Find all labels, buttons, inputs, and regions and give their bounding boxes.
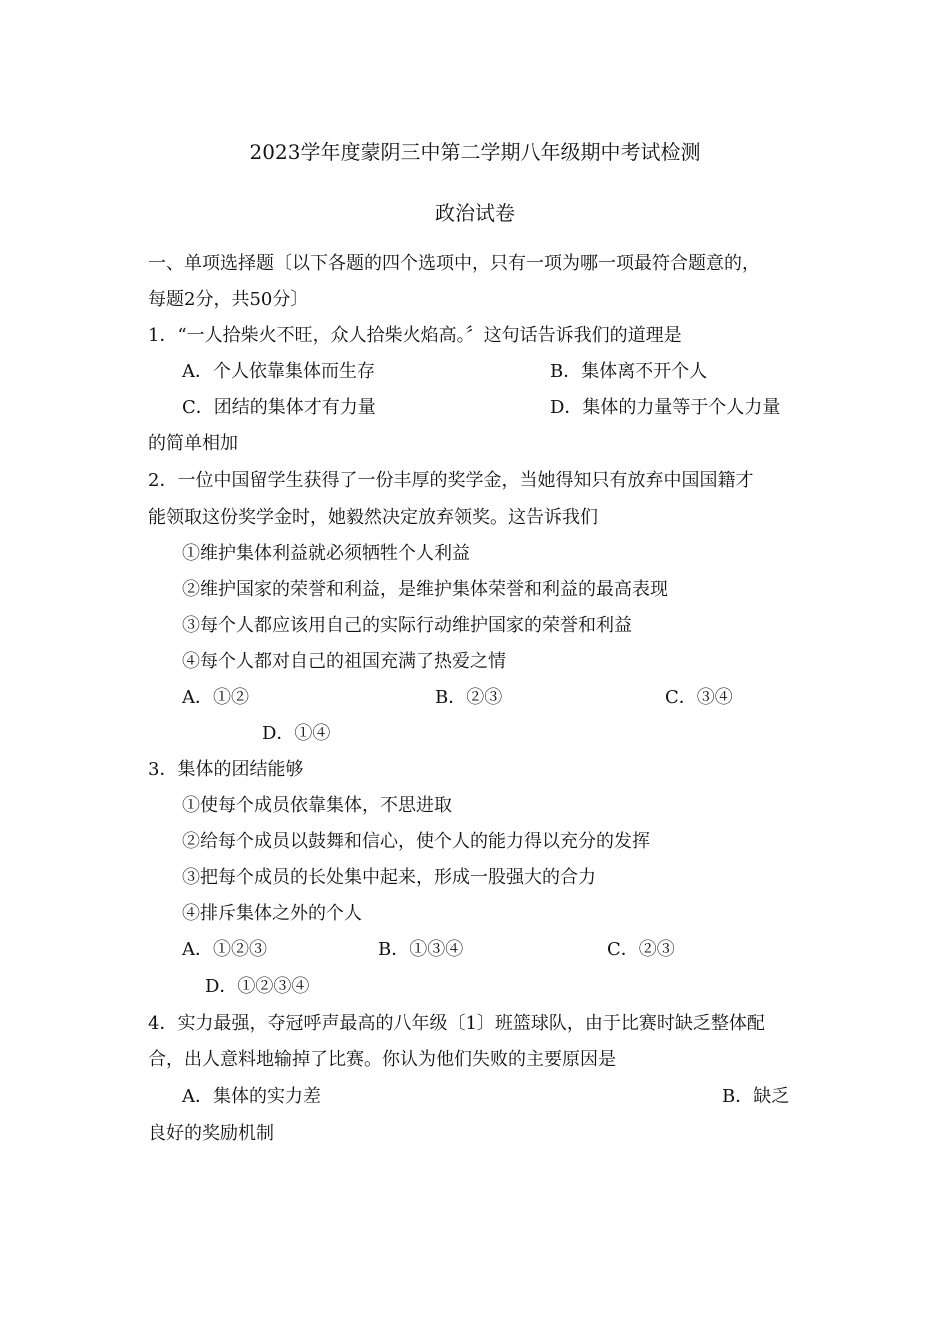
q2-option-b: B．②③: [435, 687, 503, 708]
q1-option-b: B．集体离不开个人: [550, 361, 708, 382]
section-heading: 一、单项选择题〔以下各题的四个选项中，只有一项为哪一项最符合题意的，: [148, 253, 760, 274]
q2-option-c: C．③④: [665, 687, 733, 708]
q4-option-b-cont: 良好的奖励机制: [148, 1123, 274, 1144]
q2-option-a: A．①②: [182, 687, 249, 708]
q3-statement-2: ②给每个成员以鼓舞和信心，使个人的能力得以充分的发挥: [182, 831, 650, 852]
q4-option-a: A．集体的实力差: [182, 1086, 321, 1107]
q3-stem: 3．集体的团结能够: [148, 759, 304, 780]
q2-statement-4: ④每个人都对自己的祖国充满了热爱之情: [182, 651, 506, 672]
q1-stem: 1．“一人拾柴火不旺，众人拾柴火焰高。〞这句话告诉我们的道理是: [148, 325, 682, 346]
q1-option-a: A．个人依靠集体而生存: [182, 361, 375, 382]
q3-statement-3: ③把每个成员的长处集中起来，形成一股强大的合力: [182, 867, 596, 888]
exam-title: 2023学年度蒙阴三中第二学期八年级期中考试检测: [249, 140, 701, 164]
q4-stem: 4．实力最强，夺冠呼声最高的八年级〔1〕班篮球队，由于比赛时缺乏整体配: [148, 1013, 765, 1034]
q4-option-b: B．缺乏: [722, 1086, 790, 1107]
q3-option-c: C．②③: [607, 939, 675, 960]
q2-option-d: D．①④: [262, 723, 331, 744]
q1-option-d: D．集体的力量等于个人力量: [550, 397, 781, 418]
section-heading-cont: 每题2分，共50分〕: [148, 289, 309, 310]
q1-option-c: C．团结的集体才有力量: [182, 397, 376, 418]
q3-option-b: B．①③④: [378, 939, 464, 960]
q3-option-a: A．①②③: [182, 939, 267, 960]
q2-stem-cont: 能领取这份奖学金时，她毅然决定放弃领奖。这告诉我们: [148, 507, 598, 528]
q1-option-d-cont: 的简单相加: [148, 433, 238, 454]
q3-statement-1: ①使每个成员依靠集体，不思进取: [182, 795, 452, 816]
q2-statement-1: ①维护集体利益就必须牺牲个人利益: [182, 543, 470, 564]
q4-stem-cont: 合，出人意料地输掉了比赛。你认为他们失败的主要原因是: [148, 1049, 616, 1070]
q3-option-d: D．①②③④: [205, 976, 310, 997]
q2-stem: 2．一位中国留学生获得了一份丰厚的奖学金，当她得知只有放弃中国国籍才: [148, 470, 754, 491]
exam-subtitle: 政治试卷: [435, 201, 515, 225]
q3-statement-4: ④排斥集体之外的个人: [182, 903, 362, 924]
q2-statement-2: ②维护国家的荣誉和利益，是维护集体荣誉和利益的最高表现: [182, 579, 668, 600]
q2-statement-3: ③每个人都应该用自己的实际行动维护国家的荣誉和利益: [182, 615, 632, 636]
